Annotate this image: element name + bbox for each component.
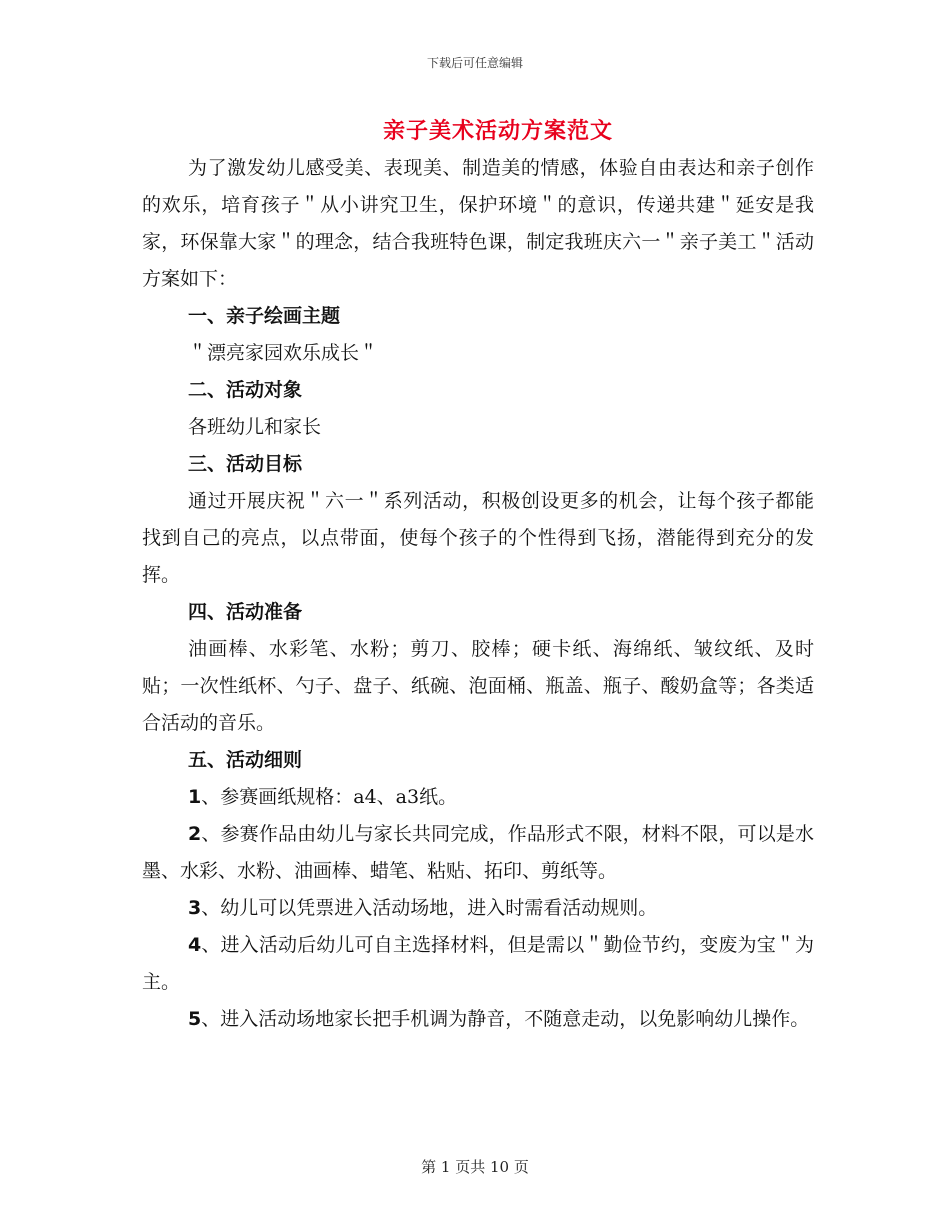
section-heading-audience: 二、活动对象 (188, 379, 303, 401)
rule-item-3 (142, 890, 814, 927)
rule-number: 4 (188, 934, 202, 956)
rule-text: 、参赛作品由幼儿与家长共同完成，作品形式不限，材料不限，可以是水墨、水彩、水粉、油画棒、蜡笔、粘贴、拓印、剪纸等。 (142, 823, 814, 882)
rule-text: 、参赛画纸规格：a4、a3纸。 (201, 786, 458, 808)
section-heading-goals: 三、活动目标 (188, 453, 303, 475)
rule-item-2 (142, 816, 814, 890)
section-heading-preparation: 四、活动准备 (188, 601, 303, 623)
section-body-theme: ＂漂亮家园欢乐成长＂ (188, 342, 379, 364)
section-body-preparation: 油画棒、水彩笔、水粉；剪刀、胶棒；硬卡纸、海绵纸、皱纹纸、及时贴；一次性纸杯、勺子、盘子、纸碗、泡面桶、瓶盖、瓶子、酸奶盒等；各类适合活动的音乐。 (142, 638, 814, 734)
rule-text: 、进入活动场地家长把手机调为静音，不随意走动，以免影响幼儿操作。 (201, 1008, 810, 1030)
rule-text: 、进入活动后幼儿可自主选择材料，但是需以＂勤俭节约，变废为宝＂为主。 (142, 934, 814, 993)
document-title: 亲子美术活动方案范文 (382, 118, 613, 144)
section-body-goals: 通过开展庆祝＂六一＂系列活动，积极创设更多的机会，让每个孩子都能找到自己的亮点，以点带面，使每个孩子的个性得到飞扬，潜能得到充分的发挥。 (142, 490, 814, 586)
rule-text: 、幼儿可以凭票进入活动场地，进入时需看活动规则。 (201, 897, 658, 919)
rule-item-5 (142, 1001, 814, 1038)
rule-number: 1 (188, 786, 202, 808)
header-note: 下载后可任意编辑 (426, 56, 523, 70)
intro-paragraph: 为了激发幼儿感受美、表现美、制造美的情感，体验自由表达和亲子创作的欢乐，培育孩子＂从小讲究卫生，保护环境＂的意识，传递共建＂延安是我家，环保靠大家＂的理念，结合我班特色课，制定我班庆六一＂亲子美工＂活动方案如下： (142, 157, 814, 290)
section-body-audience: 各班幼儿和家长 (188, 416, 322, 438)
document-body (142, 150, 814, 1038)
rule-number: 2 (188, 823, 202, 845)
rule-number: 5 (188, 1008, 202, 1030)
page-footer: 第 1 页共 10 页 (421, 1158, 529, 1176)
section-heading-rules: 五、活动细则 (188, 749, 303, 771)
rule-number: 3 (188, 897, 202, 919)
rule-item-4 (142, 927, 814, 1001)
rule-item-1 (142, 779, 814, 816)
section-heading-theme: 一、亲子绘画主题 (188, 305, 341, 327)
